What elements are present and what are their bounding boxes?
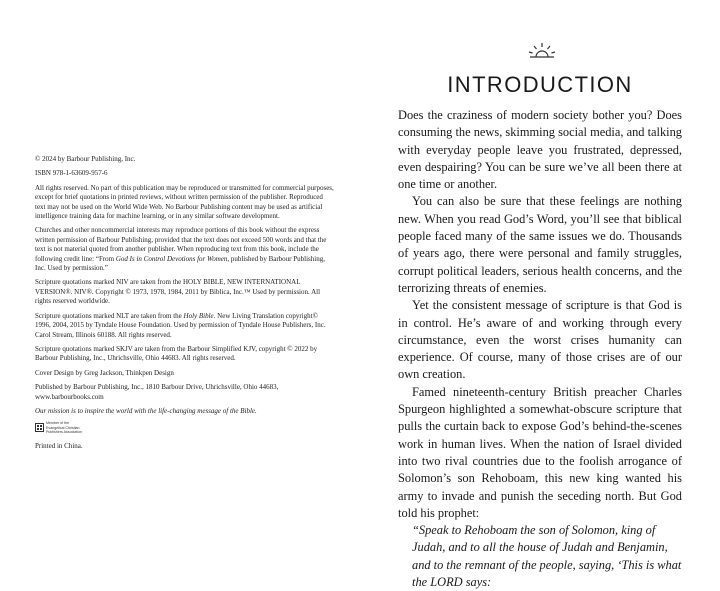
printed-in: Printed in China. (35, 441, 83, 450)
publisher-address: Published by Barbour Publishing, Inc., 1810 Barbour Drive, Uhrichsville, Ohio 44683, www.barbourbooks.com (35, 383, 279, 401)
ecpa-badge (35, 421, 335, 434)
mission-statement: Our mission is to inspire the world with the life-changing message of the Bible. (35, 406, 257, 415)
churches-paragraph: Churches and other noncommercial interests may reproduce portions of this book without the express written permission of Barbour Publishing, provided that the text does not exceed 500 words and that the text is not material quoted from another publisher. When reproducing text from this book, include the following credit line: “From God Is in Control Devotions for Women, published by Barbour Publishing, Inc. Used by permission.” (35, 226, 327, 273)
introduction-body (398, 107, 682, 591)
page-title: INTRODUCTION (447, 72, 633, 97)
scripture-quote: “Speak to Rehoboam the son of Solomon, king of Judah, and to all the house of Judah and Benjamin, and to the remnant of the people, saying, ‘This is what the LORD says: (412, 523, 682, 590)
ecpa-text: Member of the Evangelical Christian Publishers Association (46, 421, 82, 434)
book-title: God Is in Control Devotions for Women (115, 254, 228, 263)
niv-paragraph: Scripture quotations marked NIV are taken from the HOLY BIBLE, NEW INTERNATIONAL VERSION®. NIV®. Copyright © 1973, 1978, 1984, 2011 by Biblica, Inc.™ Used by permission. All rights reserved worldwide. (35, 278, 321, 306)
cover-design: Cover Design by Greg Jackson, Thinkpen Design (35, 368, 174, 377)
isbn: ISBN 978-1-63609-957-6 (35, 169, 108, 178)
paragraph: Does the craziness of modern society bother you? Does consuming the news, skimming social media, and talking with everyday people leave you frustrated, depressed, even despairing? You can be sure we’ve all been there at one time or another. (398, 108, 682, 192)
ecpa-logo-icon (35, 423, 44, 432)
paragraph: Famed nineteenth-century British preacher Charles Spurgeon highlighted a somewhat-obscure scripture that pulls the curtain back to expose God’s behind-the-scenes work in human lives. When the nation of Israel divided into two rival countries due to the foolish arrogance of Solomon’s son Rehoboam, this new king wanted his army to invade and punish the seceding north. But God told his prophet: (398, 384, 682, 520)
sunrise-icon (527, 40, 557, 60)
paragraph: Yet the consistent message of scripture is that God is in control. He’s aware of and working through every circumstance, even the worst crises humanity can experience. Of course, many of those crises are of our own creation. (398, 298, 682, 382)
rights-paragraph: All rights reserved. No part of this publication may be reproduced or transmitted for commercial purposes, except for brief quotations in printed reviews, without written permission of the publisher. Reproduced text may not be used on the World Wide Web. No Barbour Publishing content may be used as artificial intelligence training data for machine learning, or in any similar software development. (35, 183, 334, 221)
paragraph: You can also be sure that these feelings are nothing new. When you read God’s Word, you’ll see that biblical people faced many of the same issues we do. Thousands of years ago, there were personal and family struggles, corrupt political leaders, serious health concerns, and the terrorizing threats of enemies. (398, 194, 682, 295)
copyright-page (35, 155, 335, 456)
nlt-paragraph: Scripture quotations marked NLT are taken from the Holy Bible. New Living Translation copyright© 1996, 2004, 2015 by Tyndale House Foundation. Used by permission of Tyndale House Publishers, Inc. Carol Stream, Illinois 60188. All rights reserved. (35, 311, 326, 339)
copyright-line: © 2024 by Barbour Publishing, Inc. (35, 155, 136, 163)
skjv-paragraph: Scripture quotations marked SKJV are taken from the Barbour Simplified KJV, copyright © 2022 by Barbour Publishing, Inc., Uhrichsville, Ohio 44683. All rights reserved. (35, 344, 318, 363)
